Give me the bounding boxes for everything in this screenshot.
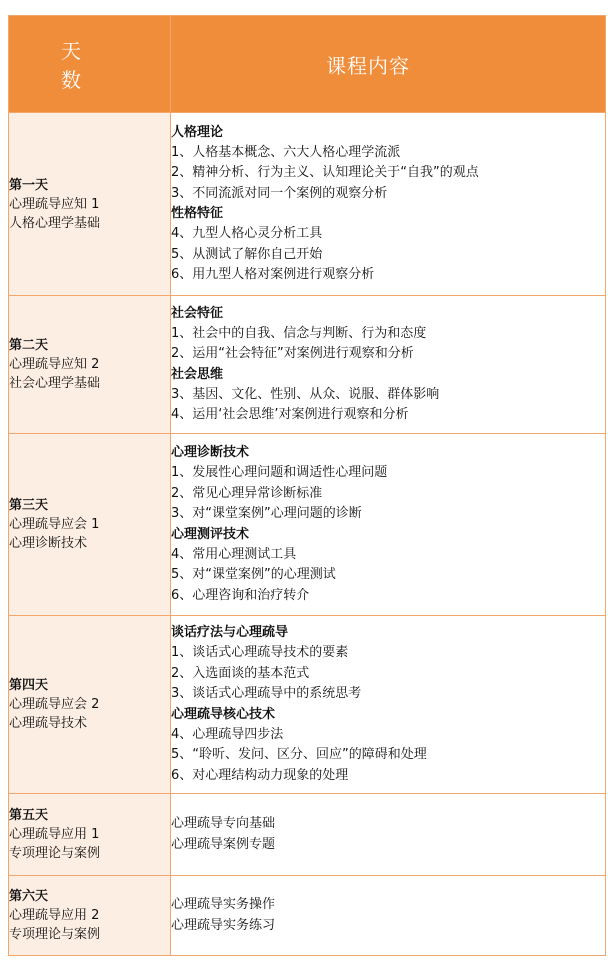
- table-header-row: [9, 16, 606, 113]
- section-heading: 社会特征: [171, 305, 224, 321]
- day-title: 第三天: [9, 498, 49, 513]
- list-item: 2、常见心理异常诊断标准: [171, 485, 323, 501]
- table-row: [9, 616, 606, 794]
- day-subtitle: 心理疏导应会 2: [9, 697, 100, 712]
- table-row: [9, 434, 606, 616]
- list-item: 1、社会中的自我、信念与判断、行为和态度: [171, 325, 427, 341]
- content-cell: [171, 876, 606, 956]
- list-item: 1、人格基本概念、六大人格心理学流派: [171, 144, 401, 160]
- day-subtitle: 心理诊断技术: [9, 536, 88, 551]
- content-cell: [171, 794, 606, 876]
- list-item: 1、发展性心理问题和调适性心理问题: [171, 465, 388, 480]
- list-item: 6、心理咨询和治疗转介: [171, 587, 310, 603]
- list-item: 6、用九型人格对案例进行观察分析: [171, 267, 375, 282]
- content-list: [171, 117, 605, 292]
- day-subtitle: 心理疏导应知 1: [9, 196, 100, 212]
- list-item: 3、对“课堂案例”心理问题的诊断: [171, 506, 362, 521]
- day-subtitle: 心理疏导应用 1: [9, 827, 100, 842]
- day-subtitle: 心理疏导应会 1: [9, 517, 100, 532]
- list-item: 3、基因、文化、性别、从众、说服、群体影响: [171, 386, 440, 402]
- day-cell: [9, 434, 171, 616]
- list-item: 心理疏导实务练习: [171, 917, 276, 933]
- day-cell: [9, 794, 171, 876]
- day-subtitle: 专项理论与案例: [9, 846, 101, 861]
- list-item: 心理疏导案例专题: [171, 836, 276, 852]
- list-item: 4、常用心理测试工具: [171, 546, 297, 562]
- content-list: [171, 298, 605, 432]
- list-item: 4、九型人格心灵分析工具: [171, 226, 323, 241]
- list-item: 2、入选面谈的基本范式: [171, 665, 310, 681]
- day-title: 第五天: [9, 808, 49, 823]
- header-days: 天 数: [9, 16, 171, 113]
- list-item: 1、谈话式心理疏导技术的要素: [171, 645, 349, 660]
- section-heading: 谈话疗法与心理疏导: [171, 625, 289, 640]
- section-heading: 心理疏导核心技术: [171, 706, 276, 722]
- day-title: 第一天: [9, 177, 49, 193]
- list-item: 4、心理疏导四步法: [171, 726, 284, 742]
- day-subtitle: 心理疏导技术: [9, 716, 88, 731]
- content-list: [171, 437, 605, 612]
- content-list: [171, 808, 605, 861]
- header-content: 课程内容: [171, 16, 606, 113]
- table-row: [9, 794, 606, 876]
- day-title: 第四天: [9, 678, 49, 693]
- table-body: [9, 113, 606, 956]
- section-heading: 人格理论: [171, 124, 224, 140]
- list-item: 5、从测试了解你自己开始: [171, 246, 323, 262]
- day-subtitle: 心理疏导应知 2: [9, 357, 100, 372]
- day-subtitle: 专项理论与案例: [9, 927, 101, 942]
- section-heading: 心理诊断技术: [171, 445, 250, 460]
- content-cell: [171, 296, 606, 434]
- section-heading: 性格特征: [171, 206, 224, 221]
- content-cell: [171, 434, 606, 616]
- day-title: 第六天: [9, 889, 49, 904]
- table-row: [9, 113, 606, 296]
- list-item: 3、不同流派对同一个案例的观察分析: [171, 185, 388, 201]
- section-heading: 社会思维: [171, 366, 224, 382]
- list-item: 5、对“课堂案例”的心理测试: [171, 567, 336, 582]
- table-row: [9, 296, 606, 434]
- day-title: 第二天: [9, 338, 49, 353]
- course-schedule-table: [8, 15, 606, 956]
- day-cell: [9, 616, 171, 794]
- content-cell: [171, 113, 606, 296]
- list-item: 心理疏导专向基础: [171, 816, 276, 831]
- list-item: 2、运用“社会特征”对案例进行观察和分析: [171, 346, 414, 361]
- list-item: 心理疏导实务操作: [171, 897, 276, 912]
- list-item: 3、谈话式心理疏导中的系统思考: [171, 686, 362, 701]
- content-list: [171, 617, 605, 792]
- list-item: 5、“聆听、发问、区分、回应”的障碍和处理: [171, 747, 427, 762]
- day-cell: [9, 876, 171, 956]
- list-item: 4、运用‘社会思维’对案例进行观察和分析: [171, 407, 409, 422]
- table-row: [9, 876, 606, 956]
- section-heading: 心理测评技术: [171, 526, 250, 542]
- day-subtitle: 社会心理学基础: [9, 376, 101, 391]
- content-list: [171, 889, 605, 942]
- day-subtitle: 人格心理学基础: [9, 215, 101, 231]
- list-item: 6、对心理结构动力现象的处理: [171, 767, 349, 783]
- list-item: 2、精神分析、行为主义、认知理论关于“自我”的观点: [171, 165, 479, 180]
- day-cell: [9, 296, 171, 434]
- content-cell: [171, 616, 606, 794]
- day-subtitle: 心理疏导应用 2: [9, 908, 100, 923]
- day-cell: [9, 113, 171, 296]
